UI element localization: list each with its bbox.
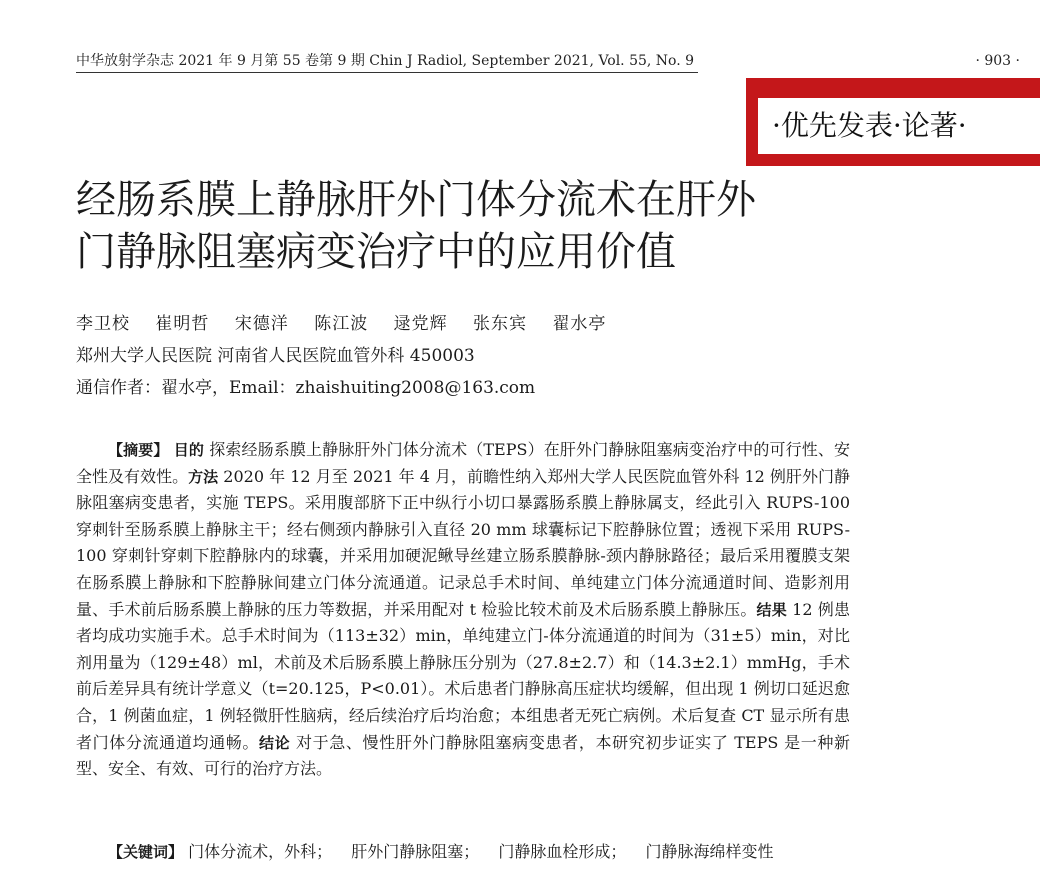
affiliation: 郑州大学人民医院 河南省人民医院血管外科 450003 [76,346,475,366]
keyword-item: 门体分流术，外科； [188,842,333,861]
abstract-paragraph [76,437,850,783]
abstract-label: 【摘要】 [108,441,169,459]
author-name: 逯党辉 [393,314,448,334]
author-list [76,312,626,336]
conclusion-text: 对于急、慢性肝外门静脉阻塞病变患者，本研究初步证实了 TEPS 是一种新型、安全、有效、可行的治疗方法。 [76,732,850,779]
page-number: · 903 · [975,53,1020,69]
methods-label: 方法 [188,467,219,486]
keywords [108,840,787,864]
article-title [76,174,836,278]
author-name: 崔明哲 [155,314,210,334]
conclusion-label: 结论 [259,733,291,752]
author-name: 陈江波 [314,314,369,334]
keyword-item: 门静脉血栓形成； [498,842,627,861]
author-name: 张东宾 [473,314,528,334]
running-head: 中华放射学杂志 2021 年 9 月第 55 卷第 9 期 Chin J Radiol, September 2021, Vol. 55, No. 9 [76,50,698,73]
abstract [76,437,850,783]
keyword-item: 肝外门静脉阻塞； [351,842,480,861]
keywords-label: 【关键词】 [108,843,184,861]
author-name: 翟水亭 [552,314,607,334]
section-label: ·优先发表·论著· [758,98,1040,154]
keyword-item: 门静脉海绵样变性 [645,842,774,861]
corresponding-author: 通信作者：翟水亭，Email：zhaishuiting2008@163.com [76,378,536,398]
author-name: 宋德洋 [234,314,289,334]
results-label: 结果 [756,600,787,619]
methods-text: 2020 年 12 月至 2021 年 4 月，前瞻性纳入郑州大学人民医院血管外科 12 例肝外门静脉阻塞病变患者，实施 TEPS。采用腹部脐下正中纵行小切口暴露肠系膜上静脉属支，经此引入 RUPS-100 穿刺针至肠系膜上静脉主干；经右侧颈内静脉引入直径 20 mm 球囊标记下腔静脉位置；透视下采用 RUPS-100 穿刺针穿刺下腔静脉内的球囊，并采用加硬泥鳅导丝建立肠系膜静脉-颈内静脉路径；最后采用覆膜支架在肠系膜上静脉和下腔静脉间建立门体分流通道。记录总手术时间、单纯建立门体分流通道时间、造影剂用量、手术前后肠系膜上静脉的压力等数据，并采用配对 t 检验比较术前及术后肠系膜上静脉压。 [76,466,850,619]
title-line-2: 门静脉阻塞病变治疗中的应用价值 [76,229,676,275]
author-name: 李卫校 [76,314,130,334]
title-line-1: 经肠系膜上静脉肝外门体分流术在肝外 [76,177,756,223]
section-label-box [746,78,1040,166]
objective-label: 目的 [173,441,204,459]
objective-text: 探索经肠系膜上静脉肝外门体分流术（TEPS）在肝外门静脉阻塞病变治疗中的可行性、安全性及有效性。 [76,440,850,486]
results-text: 12 例患者均成功实施手术。总手术时间为（113±32）min，单纯建立门-体分流通道的时间为（31±5）min，对比剂用量为（129±48）ml，术前及术后肠系膜上静脉压分别为（27.8±2.7）和（14.3±2.1）mmHg，手术前后差异具有统计学意义（t=20.125，P<0.01）。术后患者门静脉高压症状均缓解，但出现 1 例切口延迟愈合，1 例菌血症，1 例轻微肝性脑病，经后续治疗后均治愈；本组患者无死亡病例。术后复查 CT 显示所有患者门体分流通道均通畅。 [76,599,850,752]
